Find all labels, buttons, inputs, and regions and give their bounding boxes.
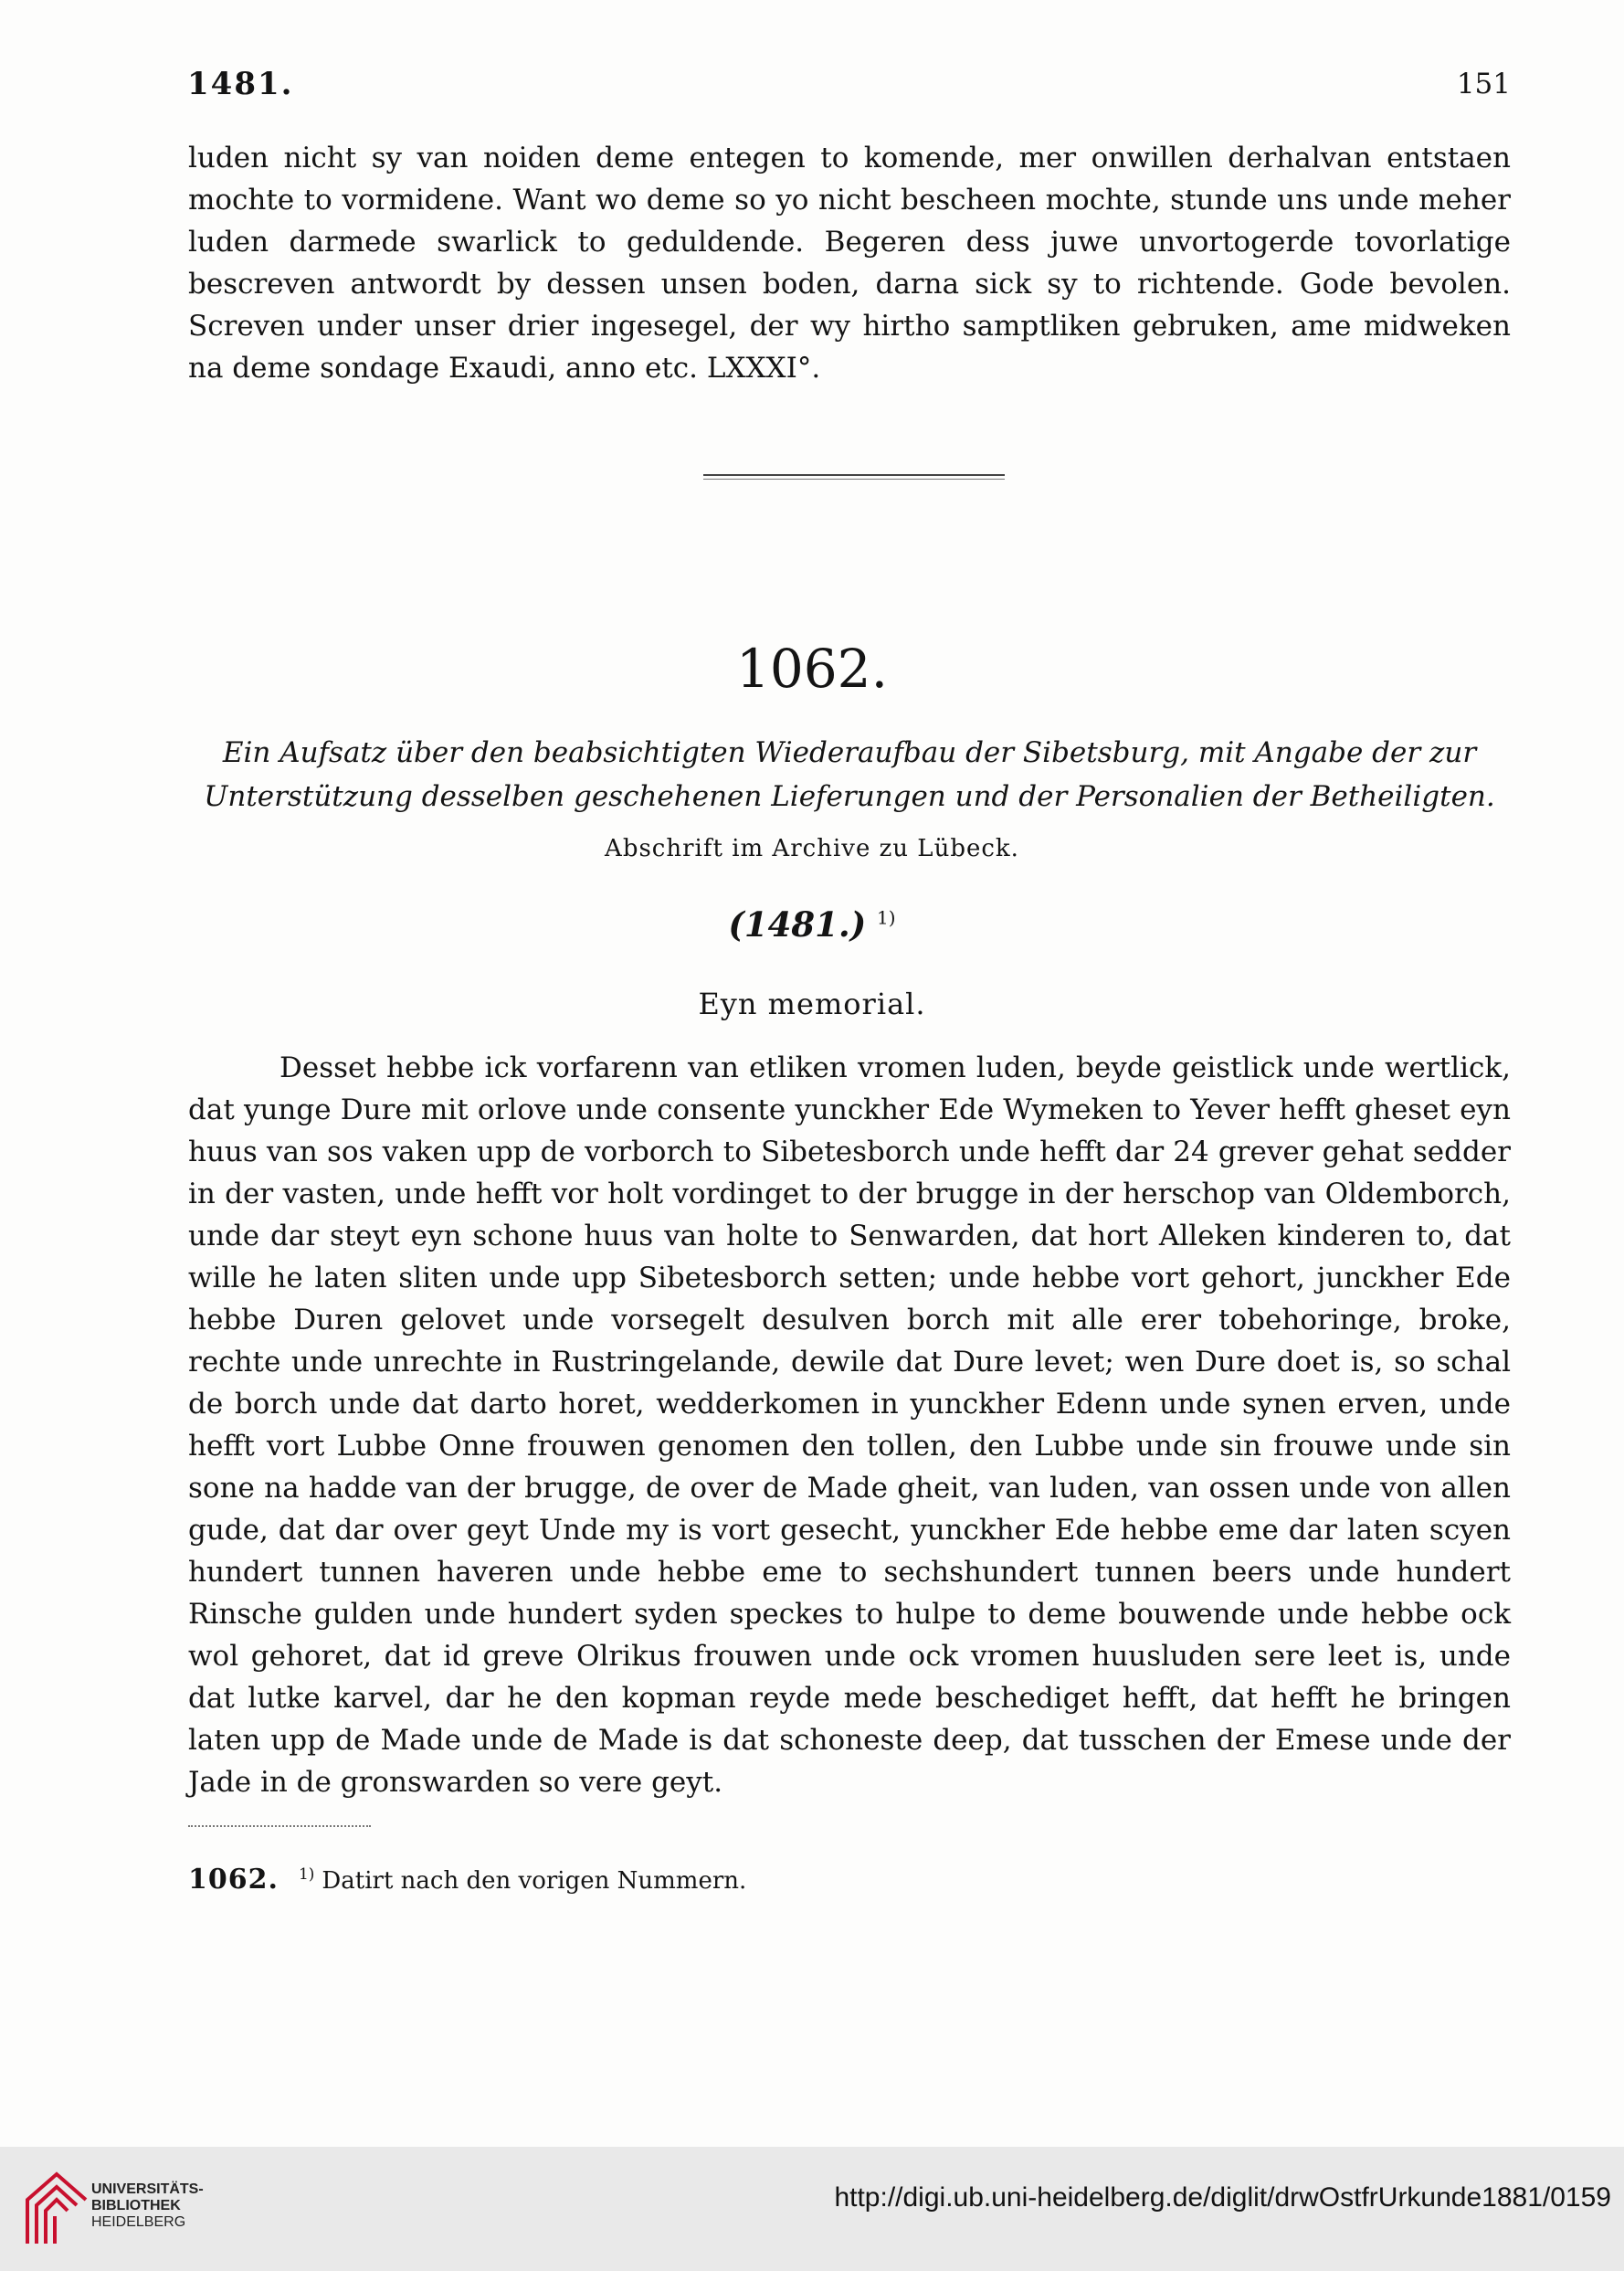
footnote-text: Datirt nach den vorigen Nummern. <box>322 1867 747 1895</box>
library-name-line-2: BIBLIOTHEK <box>91 2198 181 2213</box>
footnote-reference: 1) <box>877 906 896 929</box>
footnote <box>188 1864 746 1896</box>
library-name <box>91 2181 204 2231</box>
library-name-line-1: UNIVERSITÄTS- <box>91 2181 204 2197</box>
library-name-line-3: HEIDELBERG <box>91 2214 186 2230</box>
library-logo-icon <box>20 2163 93 2255</box>
document-date <box>0 904 1624 945</box>
running-year: 1481. <box>187 66 294 102</box>
document-heading: Ein Aufsatz über den beabsichtigten Wiederaufbau der Sibetsburg, mit Angabe der zur Unterstützung desselben geschehenen Lieferungen und der Personalien der Betheiligten. <box>204 736 1495 813</box>
section-divider <box>703 474 1005 480</box>
document-date-year: (1481.) <box>728 904 867 945</box>
footnote-marker: 1) <box>298 1865 315 1885</box>
page-number: 151 <box>1456 68 1511 100</box>
document-number: 1062. <box>735 638 889 700</box>
source-note: Abschrift im Archive zu Lübeck. <box>605 835 1019 862</box>
memorial-title: Eyn memorial. <box>698 987 926 1021</box>
previous-document-text: luden nicht sy van noiden deme entegen to komende, mer onwillen derhalvan entstaen mochte to vormidene. Want wo deme so yo nicht bescheen mochte, stunde uns unde meher luden darmede swarlick to geduldende. Begeren dess juwe unvortogerde tovorlatige bescreven antwordt by dessen unsen boden, darna sick sy to richtende. Gode bevolen. Screven under unser drier ingesegel, der wy hirtho samptliken gebruken, ame midweken na deme sondage Exaudi, anno etc. LXXXI°. <box>188 142 1511 385</box>
page-url-link[interactable]: http://digi.ub.uni-heidelberg.de/diglit/drwOstfrUrkunde1881/0159 <box>834 2182 1611 2213</box>
footnote-divider <box>188 1825 371 1827</box>
document-body: Desset hebbe ick vorfarenn van etliken vromen luden, beyde geistlick unde wertlick, dat yunge Dure mit orlove unde consente yunckher Ede Wymeken to Yever hefft gheset eyn huus van sos vaken upp de vorborch to Sibetesborch unde hefft dar 24 grever gehat sedder in der vasten, unde hefft vor holt vordinget to der brugge in der herschop van Oldemborch, unde dar steyt eyn schone huus van holte to Senwarden, dat hort Alleken kinderen to, dat wille he laten sliten unde upp Sibetesborch setten; unde hebbe vort gehort, junckher Ede hebbe Duren gelovet unde vorsegelt desulven borch mit alle erer tobehoringe, broke, rechte unde unrechte in Rustringelande, dewile dat Dure levet; wen Dure doet is, so schal de borch unde dat darto horet, wedderkomen in yunckher Edenn unde synen erven, unde hefft vort Lubbe Onne frouwen genomen den tollen, den Lubbe unde sin frouwe unde sin sone na hadde van der brugge, de over de Made gheit, van luden, van ossen unde von allen gude, dat dar over geyt Unde my is vort gesecht, yunckher Ede hebbe eme dar laten scyen hundert tunnen haveren unde hebbe eme to sechshundert tunnen beers unde hundert Rinsche gulden unde hundert syden speckes to hulpe to deme bouwende unde hebbe ock wol gehoret, dat id greve Olrikus frouwen unde ock vromen huusluden sere leet is, unde dat lutke karvel, dar he den kopman reyde mede beschediget hefft, dat hefft he bringen laten upp de Made unde de Made is dat schoneste deep, dat tusschen der Emese unde der Jade in de gronswarden so vere geyt. <box>188 1051 1511 1799</box>
footnote-document-number: 1062. <box>188 1864 279 1896</box>
